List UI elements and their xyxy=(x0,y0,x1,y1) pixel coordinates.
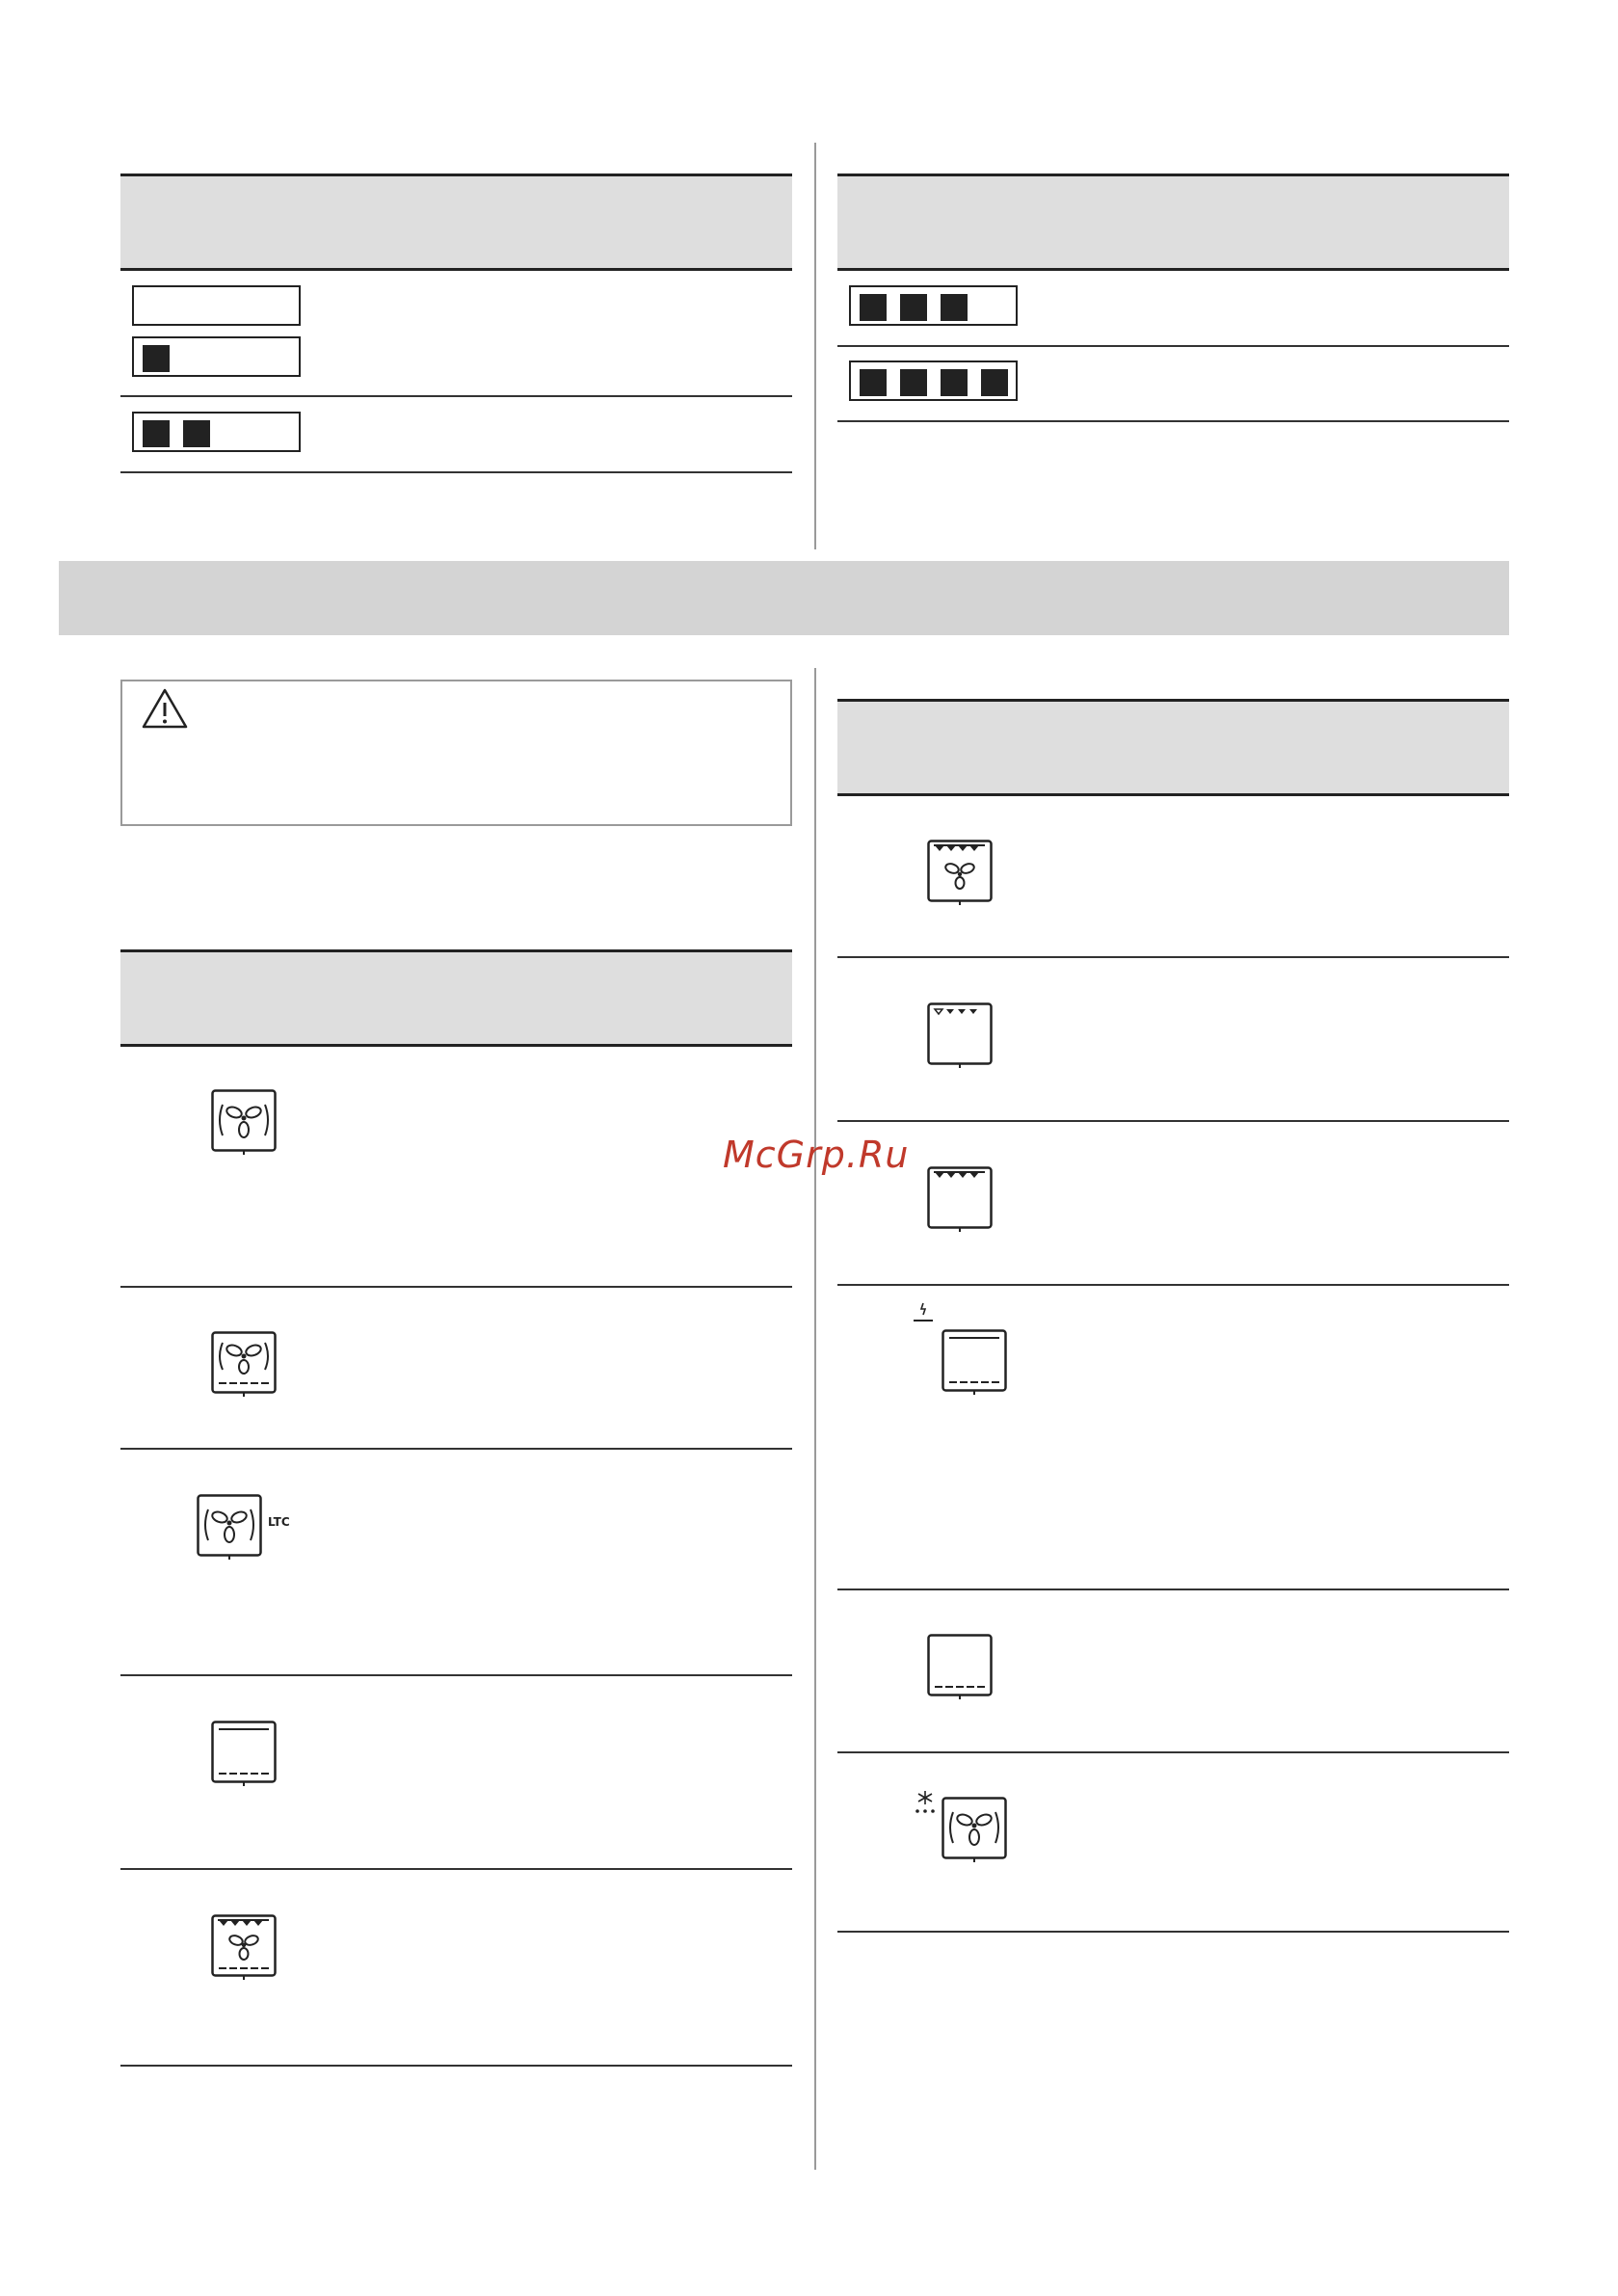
section-heading-band xyxy=(59,561,1509,635)
table-header-functions-left xyxy=(120,949,792,1047)
column-divider-top xyxy=(814,143,816,549)
fast-grill-icon xyxy=(927,1166,993,1232)
power-plug-icon xyxy=(912,1301,935,1322)
fan-icon xyxy=(211,1089,277,1155)
row-divider xyxy=(120,395,792,397)
row-divider xyxy=(837,956,1509,958)
row-divider xyxy=(837,345,1509,347)
fan-grill-bottom-heat-icon xyxy=(211,1914,277,1980)
grill-icon xyxy=(927,1002,993,1068)
row-divider xyxy=(120,1448,792,1450)
level-segment xyxy=(900,294,927,321)
row-divider xyxy=(120,1674,792,1676)
table-header-top-left xyxy=(120,174,792,271)
level-indicator-4 xyxy=(849,360,1018,401)
table-header-functions-right xyxy=(837,699,1509,796)
fan-full-grill-icon xyxy=(927,840,993,905)
row-divider xyxy=(120,1868,792,1870)
level-indicator-3 xyxy=(849,285,1018,326)
row-divider xyxy=(120,1286,792,1288)
table-bottom-rule xyxy=(837,1931,1509,1933)
level-indicator-1 xyxy=(132,336,301,377)
bottom-heat-icon xyxy=(927,1634,993,1699)
defrost-snowflake-icon xyxy=(912,1789,939,1816)
table-header-top-right xyxy=(837,174,1509,271)
level-segment xyxy=(860,294,887,321)
table-bottom-rule xyxy=(120,471,792,473)
table-bottom-rule xyxy=(120,2065,792,2067)
ltc-label: LTC xyxy=(268,1515,290,1529)
column-divider-bottom xyxy=(814,668,816,2170)
conventional-cooking-icon xyxy=(942,1329,1007,1395)
defrost-fan-icon xyxy=(942,1797,1007,1862)
row-divider xyxy=(837,1751,1509,1753)
level-segment xyxy=(900,369,927,396)
row-divider xyxy=(837,1589,1509,1590)
level-segment xyxy=(981,369,1008,396)
level-segment xyxy=(143,420,170,447)
level-segment xyxy=(941,369,968,396)
row-divider xyxy=(837,1284,1509,1286)
fan-ltc-icon xyxy=(197,1494,262,1560)
level-segment xyxy=(860,369,887,396)
level-segment xyxy=(941,294,968,321)
level-segment xyxy=(183,420,210,447)
top-bottom-heat-icon xyxy=(211,1721,277,1786)
level-indicator-0 xyxy=(132,285,301,326)
level-indicator-2 xyxy=(132,412,301,452)
row-divider xyxy=(837,1120,1509,1122)
warning-triangle-icon xyxy=(141,687,189,730)
table-bottom-rule xyxy=(837,420,1509,422)
fan-with-bottom-heat-icon xyxy=(211,1331,277,1397)
level-segment xyxy=(143,345,170,372)
watermark: McGrp.Ru xyxy=(723,1134,910,1176)
warning-box xyxy=(120,680,792,826)
